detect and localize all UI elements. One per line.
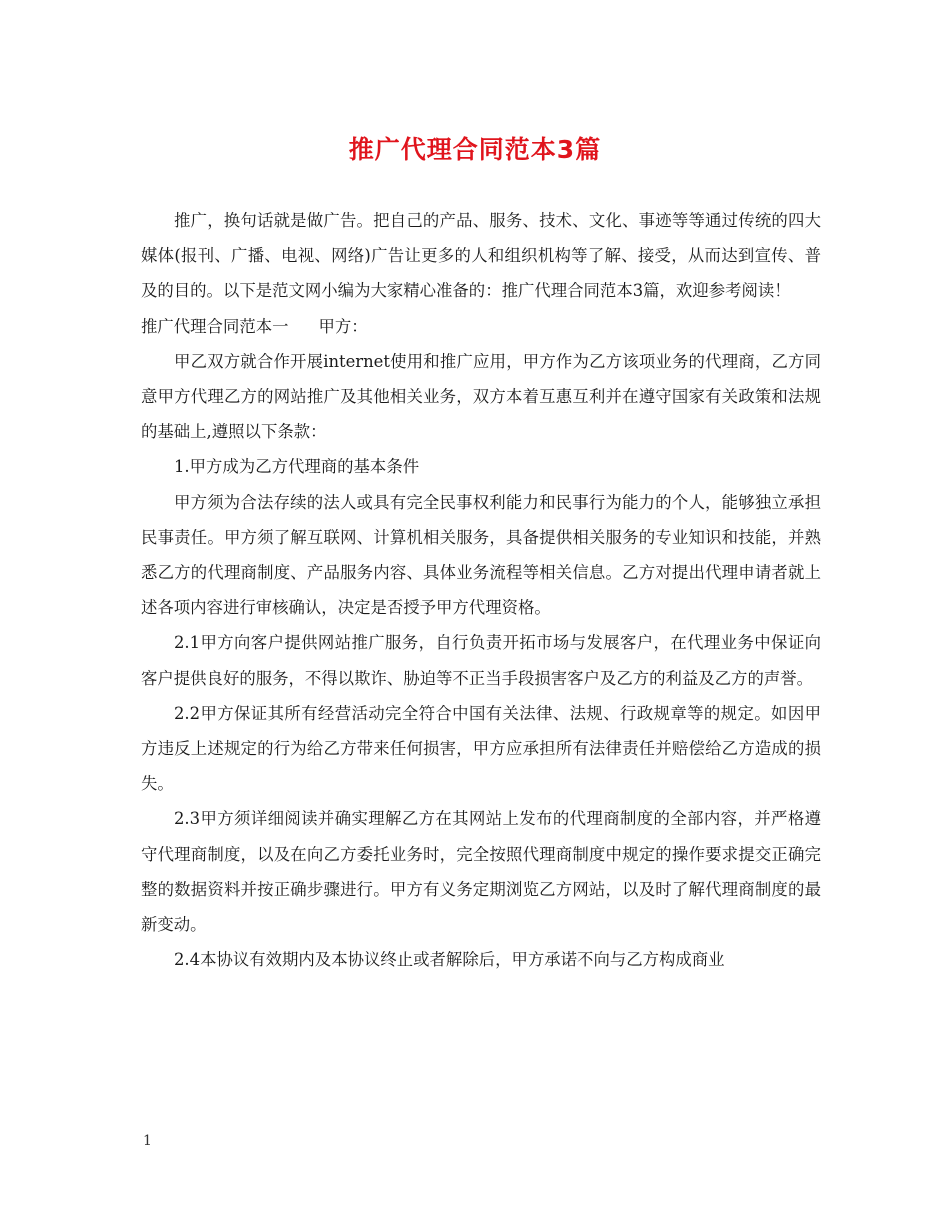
clause-2-4: 2.4本协议有效期内及本协议终止或者解除后，甲方承诺不向与乙方构成商业	[174, 950, 725, 970]
clause-1-title: 1.甲方成为乙方代理商的基本条件	[174, 457, 420, 477]
document-title: 推广代理合同范本3篇	[348, 135, 602, 164]
clause-1-body: 甲方须为合法存续的法人或具有完全民事权利能力和民事行为能力的个人，能够独立承担民事责任。甲方须了解互联网、计算机相关服务，具备提供相关服务的专业知识和技能，并熟悉乙方的代理商制度、产品服务内容、具体业务流程等相关信息。乙方对提出代理申请者就上述各项内容进行审核确认，决定是否授予甲方代理资格。	[141, 492, 821, 618]
page-number: 1	[143, 1133, 152, 1149]
section-heading: 推广代理合同范本一	[141, 316, 289, 336]
party-a-label: 甲方：	[318, 316, 368, 336]
clause-2-1: 2.1甲方向客户提供网站推广服务，自行负责开拓市场与发展客户，在代理业务中保证向客户提供良好的服务，不得以欺诈、胁迫等不正当手段损害客户及乙方的利益及乙方的声誉。	[141, 633, 821, 688]
clause-2-2: 2.2甲方保证其所有经营活动完全符合中国有关法律、法规、行政规章等的规定。如因甲方违反上述规定的行为给乙方带来任何损害，甲方应承担所有法律责任并赔偿给乙方造成的损失。	[141, 703, 821, 794]
document-body	[141, 203, 821, 977]
clause-2-3: 2.3甲方须详细阅读并确实理解乙方在其网站上发布的代理商制度的全部内容，并严格遵守代理商制度，以及在向乙方委托业务时，完全按照代理商制度中规定的操作要求提交正确完整的数据资料并按正确步骤进行。甲方有义务定期浏览乙方网站，以及时了解代理商制度的最新变动。	[141, 809, 821, 935]
intro-paragraph: 推广，换句话就是做广告。把自己的产品、服务、技术、文化、事迹等等通过传统的四大媒体(报刊、广播、电视、网络)广告让更多的人和组织机构等了解、接受，从而达到宣传、普及的目的。以下是范文网小编为大家精心准备的：推广代理合同范本3篇，欢迎参考阅读！	[141, 211, 821, 301]
section-heading-line	[141, 309, 821, 344]
agreement-preamble: 甲乙双方就合作开展internet使用和推广应用，甲方作为乙方该项业务的代理商，乙方同意甲方代理乙方的网站推广及其他相关业务，双方本着互惠互利并在遵守国家有关政策和法规的基础上,遵照以下条款：	[141, 351, 821, 442]
